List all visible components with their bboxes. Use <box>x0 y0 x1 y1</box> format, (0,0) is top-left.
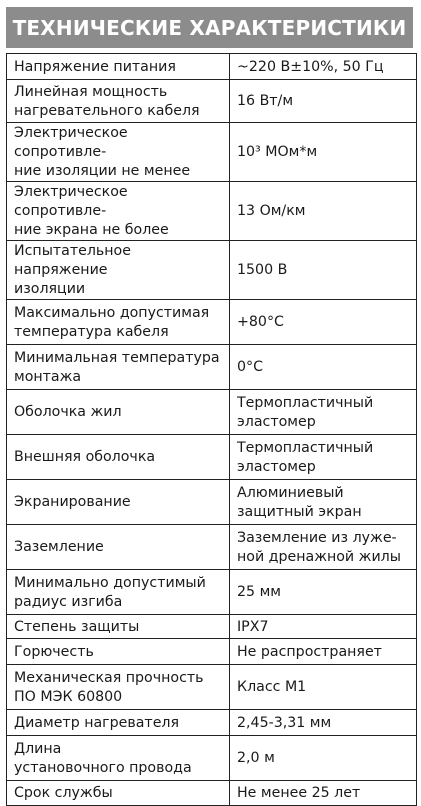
table-row <box>7 54 417 80</box>
page-title: ТЕХНИЧЕСКИЕ ХАРАКТЕРИСТИКИ <box>6 7 413 48</box>
value-cell: 2,0 м <box>230 736 417 781</box>
value-cell: Термопластичный эластомер <box>230 390 417 435</box>
table-row <box>7 665 417 710</box>
value-cell: 25 мм <box>230 570 417 615</box>
param-cell: Напряжение питания <box>7 54 230 80</box>
param-cell: Максимально допустимая температура кабеля <box>7 300 230 345</box>
param-cell: Линейная мощность нагревательного кабеля <box>7 80 230 123</box>
value-cell: IPX7 <box>230 615 417 639</box>
param-cell: Степень защиты <box>7 615 230 639</box>
param-cell: Горючесть <box>7 639 230 665</box>
table-row <box>7 390 417 435</box>
value-cell: +80°С <box>230 300 417 345</box>
table-row <box>7 615 417 639</box>
value-cell: Алюминиевый защитный экран <box>230 480 417 525</box>
param-cell: Оболочка жил <box>7 390 230 435</box>
table-row <box>7 345 417 390</box>
table-row <box>7 182 417 241</box>
table-row <box>7 435 417 480</box>
value-cell: 13 Ом/км <box>230 182 417 241</box>
param-cell: Диаметр нагревателя <box>7 710 230 736</box>
value-cell: 0°С <box>230 345 417 390</box>
value-cell: Класс М1 <box>230 665 417 710</box>
value-cell: Не распространяет <box>230 639 417 665</box>
param-cell: Заземление <box>7 525 230 570</box>
param-cell: Электрическое сопротивле- ние изоляции не менее <box>7 123 230 182</box>
param-cell: Минимальная температура монтажа <box>7 345 230 390</box>
param-cell: Испытательное напряжение изоляции <box>7 241 230 300</box>
value-cell: 2,45-3,31 мм <box>230 710 417 736</box>
table-row <box>7 241 417 300</box>
table-row <box>7 80 417 123</box>
table-row <box>7 480 417 525</box>
value-cell: 16 Вт/м <box>230 80 417 123</box>
value-cell: Заземление из луже- ной дренажной жилы <box>230 525 417 570</box>
value-cell: Не менее 25 лет <box>230 781 417 806</box>
spec-table <box>6 53 417 806</box>
param-cell: Внешняя оболочка <box>7 435 230 480</box>
param-cell: Минимально допустимый радиус изгиба <box>7 570 230 615</box>
table-row <box>7 570 417 615</box>
table-row <box>7 736 417 781</box>
table-row <box>7 639 417 665</box>
param-cell: Длина установочного провода <box>7 736 230 781</box>
table-row <box>7 525 417 570</box>
table-row <box>7 781 417 806</box>
table-row <box>7 710 417 736</box>
value-cell: 10³ МОм*м <box>230 123 417 182</box>
param-cell: Экранирование <box>7 480 230 525</box>
value-cell: ~220 В±10%, 50 Гц <box>230 54 417 80</box>
param-cell: Электрическое сопротивле- ние экрана не более <box>7 182 230 241</box>
table-row <box>7 300 417 345</box>
table-row <box>7 123 417 182</box>
param-cell: Срок службы <box>7 781 230 806</box>
param-cell: Механическая прочность ПО МЭК 60800 <box>7 665 230 710</box>
value-cell: 1500 В <box>230 241 417 300</box>
value-cell: Термопластичный эластомер <box>230 435 417 480</box>
